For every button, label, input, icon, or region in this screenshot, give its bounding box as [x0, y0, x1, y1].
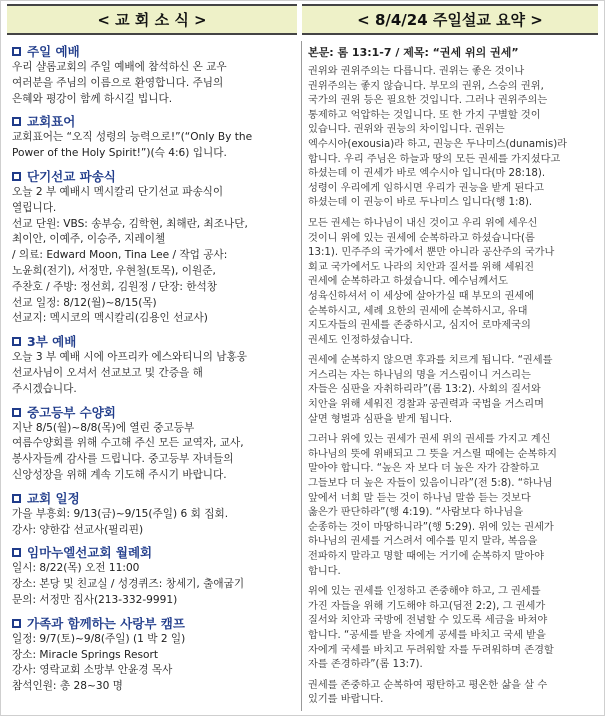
square-bullet-icon [12, 47, 21, 56]
news-line: 오늘 2 부 예배시 멕시칼리 단기선교 파송식이 [12, 185, 224, 198]
square-bullet-icon [12, 337, 21, 346]
sermon-summary-header [302, 4, 598, 35]
news-section-title [12, 404, 292, 421]
news-section [12, 615, 292, 695]
sermon-line: 거스리는 자는 하나님의 명을 거스림이니 거스리는 [308, 369, 531, 381]
news-line: 강사: 양한갑 선교사(필리핀) [12, 523, 144, 536]
news-section [12, 113, 292, 162]
square-bullet-icon [12, 408, 21, 417]
news-section-title [12, 43, 292, 60]
sermon-line: 있기를 바랍니다. [308, 694, 384, 706]
sermon-line: 순종하는 것이 마땅하니라”(행 5:29). 위에 있는 권세가 [308, 521, 554, 533]
news-line: 장소: 본당 및 친교실 / 성경퀴즈: 창세기, 출애굽기 [12, 578, 245, 591]
square-bullet-icon [12, 619, 21, 628]
sermon-line: 치안을 위해 세워진 경찰과 공권력과 국법을 거스리며 [308, 399, 544, 411]
news-section-title [12, 333, 292, 350]
square-bullet-icon [12, 117, 21, 126]
sermon-line: 성육신하셔서 이 세상에 살아가실 때 부모의 권세에 [308, 290, 535, 302]
sermon-line: 순복하시고, 세례 요한의 권세에 순복하시고, 유대 [308, 305, 528, 317]
sermon-line: 위에 있는 권세를 인정하고 존중해야 하고, 그 권세를 [308, 586, 541, 598]
news-line: 교회표어는 “오직 성령의 능력으로!”(“Only By the [12, 131, 253, 144]
sermon-line: 권세에 순복하지 않으면 후과를 치르게 됩니다. “권세를 [308, 355, 553, 367]
news-line: 우리 샬롬교회의 주일 예배에 참석하신 온 교우 [12, 61, 227, 73]
sermon-line: 합니다. “공세를 받을 자에게 공세를 바치고 국세 받을 [308, 629, 546, 641]
news-line: 선교 일정: 8/12(월)~8/15(목) [12, 296, 157, 309]
sermon-line: 가진 자들을 위해 기도해야 하고(딤전 2:2), 그 권세가 [308, 600, 546, 612]
news-section [12, 404, 292, 484]
news-section-body [12, 130, 292, 162]
sermon-line: 회교 국가에서도 나라의 치안과 질서를 위해 세워진 [308, 261, 535, 273]
news-line: 신앙성장을 위해 계속 기도해 주시기 바랍니다. [12, 468, 227, 481]
news-section-title-text: 3부 예배 [27, 334, 77, 350]
news-section [12, 490, 292, 539]
news-section-title [12, 113, 292, 130]
sermon-line: 자들은 심판을 자취하리라”(롬 13:2). 사회의 질서와 [308, 384, 541, 396]
sermon-line: 자를 존경하라”(롬 13:7). [308, 659, 423, 671]
news-line: 일시: 8/22(목) 오전 11:00 [12, 562, 140, 575]
news-line: 참석인원: 총 28~30 명 [12, 680, 123, 693]
sermon-summary-column [301, 41, 599, 711]
sermon-paragraph [308, 65, 593, 211]
news-line: / 의료: Edward Moon, Tina Lee / 작업 공사: [12, 249, 228, 262]
news-line: 여름수양회를 위해 수고해 주신 모든 교역자, 교사, [12, 437, 244, 450]
news-line: 은혜와 평강이 함께 하시길 빕니다. [12, 92, 173, 105]
sermon-line: 권세를 존중하고 순복하여 평탄하고 평온한 삶을 살 수 [308, 679, 548, 691]
news-section-body [12, 60, 292, 107]
news-section [12, 333, 292, 397]
sermon-paragraph [308, 433, 593, 579]
sermon-line: 말아야 합니다. “높은 자 보다 더 높은 자가 감찰하고 [308, 463, 540, 475]
sermon-line: 성령이 우리에게 임하시면 우리가 권능을 받게 된다고 [308, 182, 544, 194]
news-section-title-text: 임마누엘선교회 월례회 [27, 545, 153, 561]
square-bullet-icon [12, 172, 21, 181]
news-line: 일정: 9/7(토)~9/8(주일) (1 박 2 일) [12, 632, 186, 645]
sermon-line: 하셨는데 이 권능이 바로 두나미스 입니다(행 1:8). [308, 197, 533, 209]
news-section-title [12, 615, 292, 632]
news-line: 노윤희(전기), 서정만, 우현철(토목), 이원준, [12, 264, 216, 277]
sermon-body [308, 65, 593, 708]
square-bullet-icon [12, 494, 21, 503]
church-news-column [6, 41, 296, 711]
sermon-line: 하나님의 권세를 거스려서 예수를 믿지 말라, 복음을 [308, 536, 538, 548]
news-section [12, 544, 292, 608]
news-section-title-text: 주일 예배 [27, 44, 80, 59]
news-line: 강사: 영락교회 소망부 안윤경 목사 [12, 664, 173, 677]
square-bullet-icon [12, 548, 21, 557]
news-section-title-text: 단기선교 파송식 [27, 168, 116, 184]
sermon-line: 자에게 국세를 바치고 두려워할 자를 두려워하며 존경할 [308, 644, 554, 656]
sermon-line: 국가의 권위 등은 필요한 것입니다. 그러나 권위주의는 [308, 95, 548, 107]
sermon-title: 본문: 롬 13:1-7 / 제목: “권세 위의 권세” [308, 46, 519, 59]
sermon-line: 엑수시아(exousia)라 하고, 권능은 두나미스(dunamis)라 [308, 138, 568, 150]
news-section-title [12, 544, 292, 561]
sermon-line: 살면 형벌과 심판을 받게 됩니다. [308, 413, 453, 425]
news-line: 열립니다. [12, 201, 57, 214]
sermon-line: 합니다. [308, 565, 341, 577]
news-line: 주시겠습니다. [12, 382, 77, 395]
sermon-line: 통제하고 억압하는 것입니다. 또 한 가지 구별할 것이 [308, 109, 541, 121]
news-line: 장소: Miracle Springs Resort [12, 648, 158, 661]
church-news-header-title: < 교 회 소 식 > [97, 11, 207, 29]
sermon-line: 전파하지 말라고 명할 때에는 거기에 순복하지 말아야 [308, 551, 544, 562]
sermon-line: 권위주의는 좋지 않습니다. 부모의 권위, 스승의 권위, [308, 80, 544, 92]
news-section-title [12, 490, 292, 507]
sermon-paragraph [308, 217, 593, 348]
sermon-line: 것이니 위에 있는 권세에 순복하라고 하셨습니다(롬 [308, 232, 535, 244]
sermon-line: 하나님의 뜻에 위배되고 그 뜻을 거스릴 때에는 순복하지 [308, 448, 558, 460]
news-section-body [12, 350, 292, 397]
sermon-line: 모든 권세는 하나님이 내신 것이고 우리 위에 세우신 [308, 217, 538, 229]
news-line: Power of the Holy Spirit!”)(슥 4:6) 입니다. [12, 147, 227, 160]
news-section-body [12, 632, 292, 695]
news-section-body [12, 421, 292, 484]
church-news-header [7, 4, 297, 35]
news-section-title-text: 중고등부 수양회 [27, 404, 116, 420]
sermon-paragraph [308, 585, 593, 673]
news-line: 가을 부흥회: 9/13(금)~9/15(주일) 6 회 집회. [12, 507, 229, 520]
news-line: 최이안, 이예주, 이승주, 지레이첼 [12, 233, 166, 246]
news-section-title [12, 168, 292, 185]
sermon-line: 앞에서 너희 말 듣는 것이 하나님 말씀 듣는 것보다 [308, 492, 531, 504]
news-section-title-text: 교회표어 [27, 114, 76, 130]
sermon-line: 그러나 위에 있는 권세가 권세 위의 권세를 가지고 계신 [308, 434, 551, 446]
news-section [12, 43, 292, 107]
sermon-line: 13:1). 민주주의 국가에서 뿐만 아니라 공산주의 국가나 [308, 247, 555, 259]
news-line: 오늘 3 부 예배 시에 아프리카 에스와티니의 남홍웅 [12, 351, 247, 364]
news-line: 여러분을 주님의 이름으로 환영합니다. 주님의 [12, 76, 224, 89]
sermon-line: 있습니다. 권위와 권능의 차이입니다. 권위는 [308, 124, 505, 136]
sermon-paragraph [308, 679, 593, 708]
news-line: 선교지: 멕시코의 멕시칼리(김용인 선교사) [12, 312, 208, 325]
sermon-line: 옳은가 판단하라”(행 4:19). “사람보다 하나님을 [308, 507, 524, 519]
sermon-line: 권세도 인정하셨습니다. [308, 334, 413, 346]
sermon-line: 질서와 치안과 국방에 전념할 수 있도록 세금을 바쳐야 [308, 615, 548, 627]
news-line: 주찬호 / 주방: 정선희, 김원정 / 단장: 한석창 [12, 280, 217, 293]
sermon-line: 권위와 권위주의는 다릅니다. 권위는 좋은 것이나 [308, 66, 525, 77]
news-line: 지난 8/5(월)~8/8(목)에 열린 중고등부 [12, 421, 195, 434]
news-line: 선교사님이 오셔서 선교보고 및 간증을 해 [12, 366, 203, 379]
news-section-body [12, 185, 292, 327]
sermon-summary-header-title: < 8/4/24 주일설교 요약 > [357, 11, 543, 29]
news-section-title-text: 가족과 함께하는 사랑부 캠프 [27, 615, 185, 631]
news-line: 봉사자들께 감사를 드립니다. 중고등부 자녀들의 [12, 453, 234, 466]
news-section-body [12, 561, 292, 608]
sermon-line: 지도자들의 권세를 존중하시고, 심지어 로마제국의 [308, 320, 531, 332]
sermon-line: 권세에 순복하라고 하셨습니다. 예수님께서도 [308, 276, 508, 288]
sermon-line: 그들보다 더 높은 자들이 있음이니라”(전 5:8). “하나님 [308, 478, 553, 490]
news-section-title-text: 교회 일정 [27, 490, 80, 506]
news-section [12, 168, 292, 327]
news-section-body [12, 507, 292, 539]
news-line: 선교 단원: VBS: 송부승, 김학현, 최해란, 최조나단, [12, 217, 248, 230]
sermon-line: 하셨는데 이 권세가 바로 엑수시아 입니다(마 28:18). [308, 168, 546, 180]
sermon-line: 합니다. 우리 주님은 하늘과 땅의 모든 권세를 가지셨다고 [308, 153, 561, 165]
sermon-paragraph [308, 354, 593, 427]
news-line: 문의: 서정만 집사(213-332-9991) [12, 593, 178, 606]
